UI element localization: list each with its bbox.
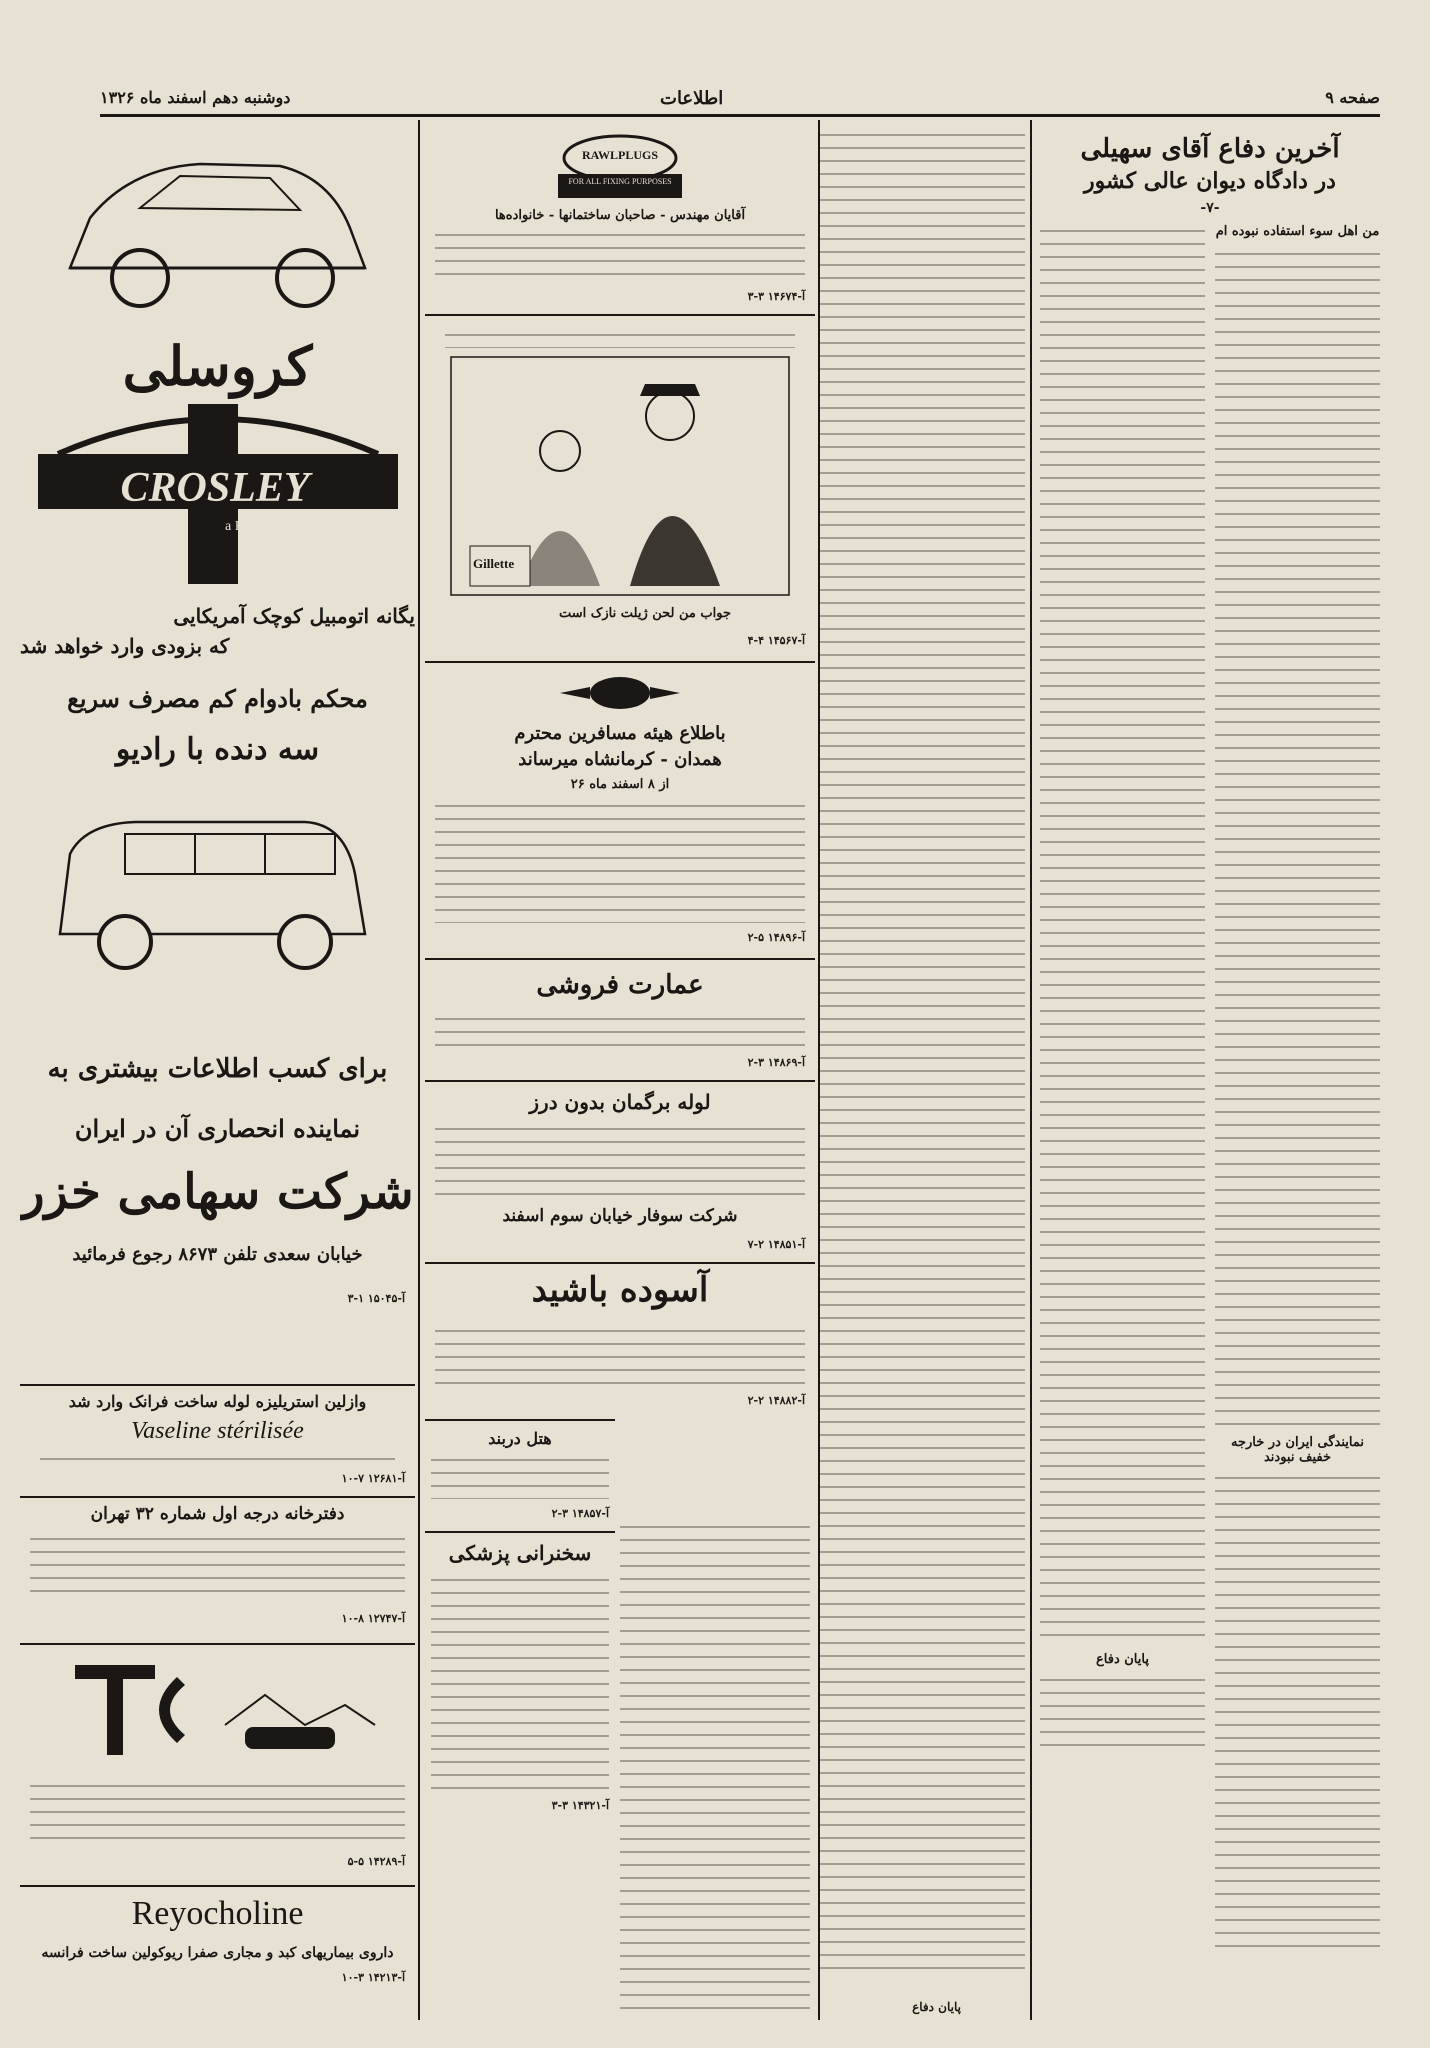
hotel-code: آ-۱۴۸۵۷ ۳-۲ xyxy=(551,1507,609,1520)
article-text xyxy=(1215,1471,1380,1951)
vaseline-ad xyxy=(20,1384,415,1496)
article-continuation xyxy=(820,124,1025,2024)
car-sedan-illustration xyxy=(50,128,380,318)
reyocholine-brand: Reyocholine xyxy=(131,1895,304,1932)
ticket-ad xyxy=(20,1643,415,1885)
reyocholine-code: آ-۱۴۲۱۳ ۳-۱۰ xyxy=(341,1971,405,1984)
rawlplugs-text xyxy=(435,228,805,284)
pipe-ad xyxy=(425,1080,815,1262)
page-number: صفحه ۹ xyxy=(1325,88,1380,107)
crosley-info: برای کسب اطلاعات بیشتری به xyxy=(47,1054,388,1084)
crosley-agent: نماینده انحصاری آن در ایران xyxy=(74,1114,361,1143)
article-text xyxy=(620,1520,810,2020)
header-rule xyxy=(100,114,1380,117)
crosley-line3: محکم بادوام کم مصرف سریع xyxy=(67,684,368,713)
crosley-code: آ-۱۵۰۴۵ ۱-۳ xyxy=(347,1292,405,1305)
hotel-title: هتل دربند xyxy=(488,1429,552,1448)
reyocholine-text: داروی بیماریهای کبد و مجاری صفرا ریوکولین ساخت فرانسه xyxy=(41,1945,394,1961)
article-subtitle: در دادگاه دیوان عالی کشور xyxy=(1084,168,1336,194)
vaseline-latin: Vaseline stérilisée xyxy=(131,1418,304,1444)
bus-title: باطلاع هیئه مسافرین محترم xyxy=(514,723,726,744)
relax-ad xyxy=(425,1262,815,1419)
building-code: آ-۱۴۸۶۹ ۳-۲ xyxy=(747,1056,805,1069)
rawlplugs-code: آ-۱۴۶۷۴ ۳-۳ xyxy=(747,290,805,303)
vaseline-title: وازلین استریلیزه لوله ساخت فرانک وارد شد xyxy=(68,1392,367,1411)
bus-code: آ-۱۴۸۹۶ ۵-۲ xyxy=(747,931,805,944)
masthead: اطلاعات xyxy=(660,88,724,109)
car-wagon-illustration xyxy=(45,784,385,984)
rawlplugs-logo xyxy=(550,130,690,200)
medical-code: آ-۱۴۳۲۱ ۳-۳ xyxy=(551,1799,609,1812)
gillette-brand: Gillette xyxy=(473,556,515,571)
bus-text xyxy=(435,799,805,923)
crosley-brand: CROSLEY xyxy=(120,465,310,511)
article-text xyxy=(1215,247,1380,1427)
reyocholine-ad xyxy=(20,1885,415,2002)
crosley-company: شرکت سهامی خزر xyxy=(21,1164,414,1220)
article-subhead: من اهل سوء استفاده نبوده ام xyxy=(1215,224,1380,239)
crosley-line4: سه دنده با رادیو xyxy=(115,732,320,767)
bus-ad xyxy=(425,661,815,958)
issue-date: دوشنبه دهم اسفند ماه ۱۳۲۶ xyxy=(100,88,291,107)
vaseline-text xyxy=(40,1452,395,1466)
article-part: -۷- xyxy=(1200,200,1220,216)
building-ad xyxy=(425,958,815,1080)
article-column xyxy=(1040,124,1380,2024)
rawlplugs-ad xyxy=(425,124,815,314)
bus-subtitle: همدان - کرمانشاه میرساند xyxy=(518,749,722,770)
office-title: دفترخانه درجه اول شماره ۳۲ تهران xyxy=(90,1504,345,1524)
column-rule xyxy=(418,120,420,2020)
column-rule xyxy=(1030,120,1032,2020)
crosley-line1: یگانه اتومبیل کوچک آمریکایی xyxy=(173,604,415,628)
pipe-company: شرکت سوفار خیابان سوم اسفند xyxy=(502,1206,738,1226)
ticket-code: آ-۱۴۲۸۹ ۵-۵ xyxy=(347,1855,405,1868)
medical-text xyxy=(431,1573,609,1795)
pipe-title: لوله برگمان بدون درز xyxy=(529,1090,711,1114)
article-subhead: نمایندگی ایران در خارجه خفیف نبودند xyxy=(1231,1435,1364,1465)
gillette-code: آ-۱۴۵۶۷ ۴-۴ xyxy=(747,634,805,647)
article-text xyxy=(1040,1673,1205,1753)
building-text xyxy=(435,1012,805,1048)
crosley-line2: که بزودی وارد خواهد شد xyxy=(20,634,230,658)
pipe-code: آ-۱۴۸۵۱ ۲-۷ xyxy=(747,1238,805,1251)
hotel-ad xyxy=(425,1419,615,1531)
vaseline-code: آ-۱۲۶۸۱ ۷-۱۰ xyxy=(341,1472,405,1485)
office-text xyxy=(30,1532,405,1600)
hotel-text xyxy=(431,1453,609,1499)
ads-column-left xyxy=(20,124,415,2024)
article-end: پایان دفاع xyxy=(1096,1652,1149,1667)
crosley-ad xyxy=(20,124,415,1384)
crosley-brand-fa: کروسلی xyxy=(122,334,313,398)
crosley-address: خیابان سعدی تلفن ۸۶۷۳ رجوع فرمائید xyxy=(72,1244,363,1265)
crosley-fine-car: a FINE car xyxy=(225,519,287,534)
medical-ad xyxy=(425,1531,615,1823)
building-title: عمارت فروشی xyxy=(536,970,704,1000)
travel-logo xyxy=(45,1655,385,1765)
ticket-text xyxy=(30,1779,405,1841)
gillette-ad xyxy=(425,314,815,661)
office-code: آ-۱۲۷۴۷ ۸-۱۰ xyxy=(341,1612,405,1625)
article-title: آخرین دفاع آقای سهیلی xyxy=(1080,134,1340,164)
rawlplugs-tagline: FOR ALL FIXING PURPOSES xyxy=(568,177,672,186)
article-end: پایان دفاع xyxy=(908,2000,965,2014)
office-ad xyxy=(20,1496,415,1643)
bus-logo-icon xyxy=(560,673,680,713)
rawlplugs-title: آقایان مهندس - صاحبان ساختمانها - خانواده‌ها xyxy=(494,208,746,223)
relax-code: آ-۱۴۸۸۲ ۲-۲ xyxy=(747,1394,805,1407)
article-text xyxy=(820,128,1025,1978)
pipe-text xyxy=(435,1122,805,1200)
relax-title: آسوده باشید xyxy=(531,1270,709,1310)
gillette-headline xyxy=(445,328,795,348)
relax-text xyxy=(435,1324,805,1386)
article-text xyxy=(1040,224,1205,1644)
page-header xyxy=(100,78,1380,118)
rawlplugs-brand: RAWLPLUGS xyxy=(581,148,658,162)
gillette-caption: جواب من لحن ژیلت نازک است xyxy=(558,606,732,621)
medical-title: سخنرانی پزشکی xyxy=(448,1541,592,1565)
bus-date: از ۸ اسفند ماه ۲۶ xyxy=(570,777,670,792)
